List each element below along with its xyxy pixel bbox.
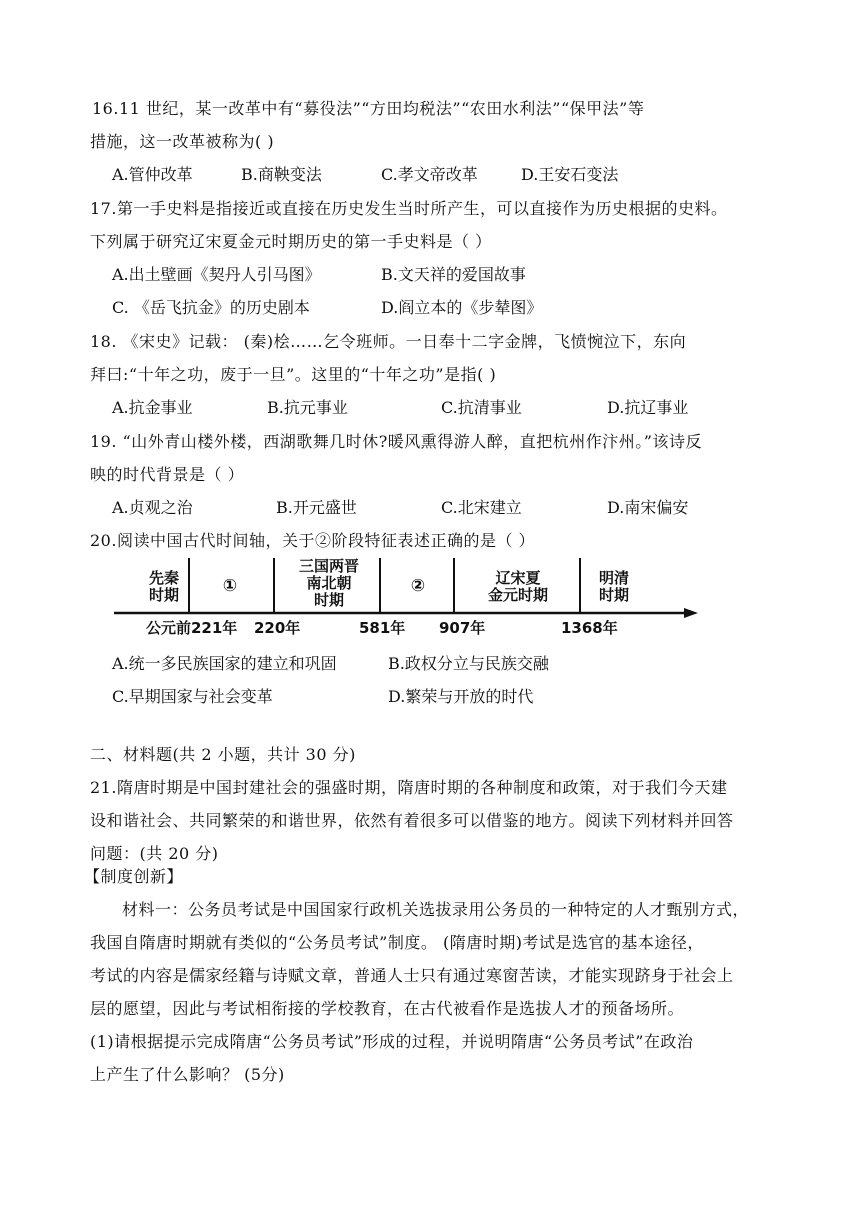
timeline-period-ming-qing: 明清 时期 — [598, 569, 629, 604]
timeline-period-pre-qin: 先秦 时期 — [148, 569, 179, 604]
timeline-date-907: 907年 — [439, 619, 486, 637]
q20-option-b: B.政权分立与民族交融 — [388, 654, 549, 673]
timeline-period-1: ① — [222, 576, 238, 596]
q20-option-d: D.繁荣与开放的时代 — [388, 687, 534, 706]
q16-option-b: B.商鞅变法 — [241, 165, 322, 184]
q20-option-c: C.早期国家与社会变革 — [112, 687, 273, 706]
q21-intro-line3: 问题：(共 20 分) — [90, 844, 219, 863]
q19-option-c: C.北宋建立 — [441, 498, 522, 517]
q18-option-a: A.抗金事业 — [112, 398, 193, 417]
timeline-date-1368: 1368年 — [561, 619, 618, 637]
q20-stem-line1: 20.阅读中国古代时间轴，关于②阶段特征表述正确的是（ ） — [90, 531, 536, 550]
q19-stem-line2: 映的时代背景是（ ） — [90, 465, 245, 484]
q16-option-a: A.管仲改革 — [112, 165, 193, 184]
timeline-period-liao-song: 辽宋夏 金元时期 — [487, 569, 548, 604]
timeline-period-three-kingdoms: 三国两晋 南北朝 时期 — [298, 557, 359, 609]
q20-option-a: A.统一多民族国家的建立和巩固 — [112, 654, 337, 673]
q21-material1-line3: 考试的内容是儒家经籍与诗赋文章，普通人士只有通过寒窗苦读，才能实现跻身于社会上 — [90, 966, 734, 985]
timeline-date-221bc: 公元前221年 — [146, 619, 238, 637]
q17-option-a: A.出土壁画《契丹人引马图》 — [112, 265, 321, 284]
q18-stem-line1: 18. 《宋史》记载： (秦)桧……乞令班师。一日奉十二字金牌，飞愤惋泣下，东向 — [90, 332, 687, 351]
q19-option-a: A.贞观之治 — [112, 498, 193, 517]
q17-stem-line1: 17.第一手史料是指接近或直接在历史发生当时所产生，可以直接作为历史根据的史料。 — [90, 199, 728, 218]
q16-option-d: D.王安石变法 — [521, 165, 619, 184]
history-timeline — [112, 556, 702, 640]
q21-material-tag: 【制度创新】 — [84, 867, 184, 886]
q18-stem-line2: 拜曰:“十年之功，废于一旦”。这里的“十年之功”是指( ) — [90, 365, 497, 384]
section2-heading: 二、材料题(共 2 小题，共计 30 分) — [90, 745, 356, 764]
q21-intro-line1: 21.隋唐时期是中国封建社会的强盛时期，隋唐时期的各种制度和政策，对于我们今天建 — [90, 778, 728, 797]
q18-option-c: C.抗清事业 — [441, 398, 522, 417]
q19-option-b: B.开元盛世 — [276, 498, 357, 517]
q17-option-c: C. 《岳飞抗金》的历史剧本 — [112, 298, 310, 317]
q21-intro-line2: 设和谐社会、共同繁荣的和谐世界，依然有着很多可以借鉴的地方。阅读下列材料并回答 — [90, 811, 734, 830]
q21-sub1-line2: 上产生了什么影响？ (5分) — [90, 1065, 285, 1084]
q19-option-d: D.南宋偏安 — [607, 498, 689, 517]
timeline-date-581: 581年 — [359, 619, 406, 637]
q17-option-b: B.文天祥的爱国故事 — [381, 265, 526, 284]
q21-sub1-line1: (1)请根据提示完成隋唐“公务员考试”形成的过程，并说明隋唐“公务员考试”在政治 — [90, 1032, 694, 1051]
q16-stem-line1: 16.11 世纪，某一改革中有“募役法”“方田均税法”“农田水利法”“保甲法”等 — [92, 99, 645, 118]
q19-stem-line1: 19. “山外青山楼外楼，西湖歌舞几时休?暖风熏得游人醉，直把杭州作汴州。”该诗反 — [90, 432, 702, 451]
q18-option-b: B.抗元事业 — [267, 398, 348, 417]
q21-material1-line4: 层的愿望，因此与考试相衔接的学校教育，在古代被看作是选拔人才的预备场所。 — [90, 999, 685, 1018]
timeline-date-220: 220年 — [254, 619, 301, 637]
q16-option-c: C.孝文帝改革 — [381, 165, 478, 184]
q21-material1-line2: 我国自隋唐时期就有类似的“公务员考试”制度。 (隋唐时期)考试是选官的基本途径， — [90, 933, 704, 952]
q18-option-d: D.抗辽事业 — [607, 398, 689, 417]
q17-option-d: D.阎立本的《步辇图》 — [381, 298, 543, 317]
timeline-period-2: ② — [410, 576, 426, 596]
q17-stem-line2: 下列属于研究辽宋夏金元时期历史的第一手史料是（ ） — [90, 232, 492, 251]
q16-stem-line2: 措施，这一改革被称为( ) — [90, 132, 275, 151]
q21-material1-line1: 材料一：公务员考试是中国国家行政机关选拔录用公务员的一种特定的人才甄别方式， — [122, 900, 750, 919]
